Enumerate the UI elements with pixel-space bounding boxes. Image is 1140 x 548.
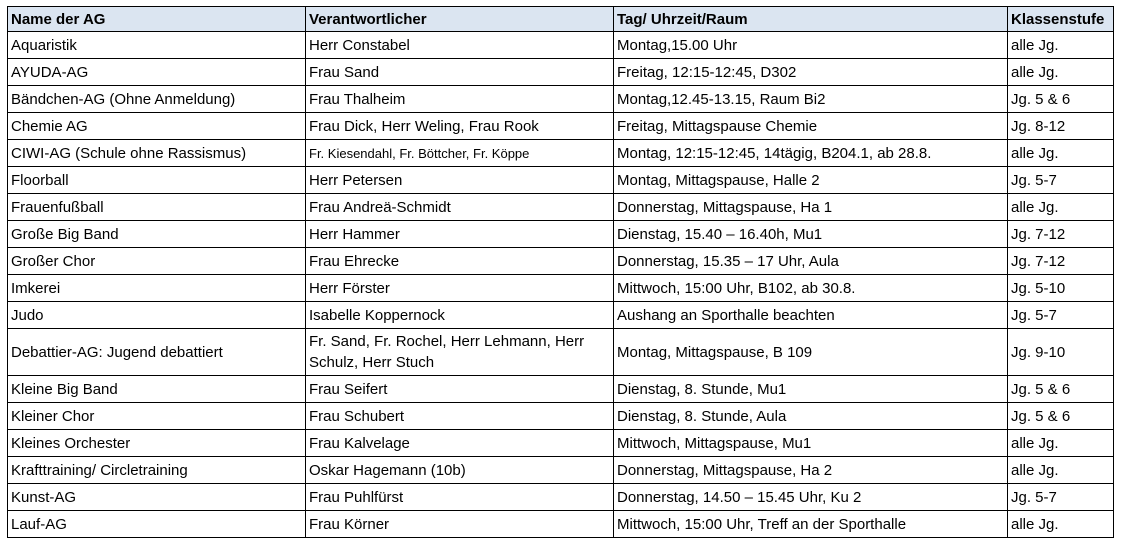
cell-schedule: Donnerstag, 15.35 – 17 Uhr, Aula bbox=[614, 248, 1008, 275]
cell-responsible: Herr Förster bbox=[306, 275, 614, 302]
cell-name: Chemie AG bbox=[8, 113, 306, 140]
cell-name: Imkerei bbox=[8, 275, 306, 302]
cell-responsible: Frau Thalheim bbox=[306, 86, 614, 113]
table-row bbox=[8, 140, 1114, 167]
cell-name: Krafttraining/ Circletraining bbox=[8, 457, 306, 484]
cell-responsible: Frau Sand bbox=[306, 59, 614, 86]
table-row bbox=[8, 167, 1114, 194]
cell-name: Kleine Big Band bbox=[8, 376, 306, 403]
cell-name: Kunst-AG bbox=[8, 484, 306, 511]
cell-grade: Jg. 7-12 bbox=[1008, 248, 1114, 275]
cell-schedule: Dienstag, 15.40 – 16.40h, Mu1 bbox=[614, 221, 1008, 248]
cell-grade: Jg. 5-7 bbox=[1008, 167, 1114, 194]
cell-responsible: Isabelle Koppernock bbox=[306, 302, 614, 329]
cell-responsible: Frau Andreä-Schmidt bbox=[306, 194, 614, 221]
cell-grade: Jg. 5-7 bbox=[1008, 302, 1114, 329]
cell-grade: alle Jg. bbox=[1008, 32, 1114, 59]
table-row bbox=[8, 113, 1114, 140]
cell-responsible: Frau Körner bbox=[306, 511, 614, 538]
header-name: Name der AG bbox=[8, 7, 306, 32]
cell-schedule: Mittwoch, 15:00 Uhr, B102, ab 30.8. bbox=[614, 275, 1008, 302]
cell-grade: Jg. 5-7 bbox=[1008, 484, 1114, 511]
table-row bbox=[8, 376, 1114, 403]
cell-schedule: Montag, Mittagspause, Halle 2 bbox=[614, 167, 1008, 194]
table-row bbox=[8, 484, 1114, 511]
cell-schedule: Dienstag, 8. Stunde, Mu1 bbox=[614, 376, 1008, 403]
cell-schedule: Donnerstag, Mittagspause, Ha 2 bbox=[614, 457, 1008, 484]
table-row bbox=[8, 275, 1114, 302]
cell-name: Kleines Orchester bbox=[8, 430, 306, 457]
cell-responsible: Frau Kalvelage bbox=[306, 430, 614, 457]
cell-schedule: Montag, Mittagspause, B 109 bbox=[614, 329, 1008, 376]
header-responsible: Verantwortlicher bbox=[306, 7, 614, 32]
cell-grade: Jg. 5 & 6 bbox=[1008, 376, 1114, 403]
cell-grade: alle Jg. bbox=[1008, 430, 1114, 457]
cell-schedule: Dienstag, 8. Stunde, Aula bbox=[614, 403, 1008, 430]
cell-responsible: Herr Petersen bbox=[306, 167, 614, 194]
cell-responsible: Herr Hammer bbox=[306, 221, 614, 248]
cell-schedule: Donnerstag, Mittagspause, Ha 1 bbox=[614, 194, 1008, 221]
cell-schedule: Montag,12.45-13.15, Raum Bi2 bbox=[614, 86, 1008, 113]
cell-name: Aquaristik bbox=[8, 32, 306, 59]
cell-responsible: Oskar Hagemann (10b) bbox=[306, 457, 614, 484]
cell-grade: alle Jg. bbox=[1008, 457, 1114, 484]
cell-name: Frauenfußball bbox=[8, 194, 306, 221]
cell-schedule: Mittwoch, 15:00 Uhr, Treff an der Sporthalle bbox=[614, 511, 1008, 538]
table-row bbox=[8, 430, 1114, 457]
cell-responsible: Frau Dick, Herr Weling, Frau Rook bbox=[306, 113, 614, 140]
cell-schedule: Freitag, 12:15-12:45, D302 bbox=[614, 59, 1008, 86]
cell-name: Bändchen-AG (Ohne Anmeldung) bbox=[8, 86, 306, 113]
cell-grade: Jg. 5-10 bbox=[1008, 275, 1114, 302]
cell-grade: alle Jg. bbox=[1008, 140, 1114, 167]
cell-name: Großer Chor bbox=[8, 248, 306, 275]
cell-responsible: Frau Seifert bbox=[306, 376, 614, 403]
cell-schedule: Montag, 12:15-12:45, 14tägig, B204.1, ab 28.8. bbox=[614, 140, 1008, 167]
cell-schedule: Aushang an Sporthalle beachten bbox=[614, 302, 1008, 329]
header-grade: Klassenstufe bbox=[1008, 7, 1114, 32]
cell-responsible: Frau Puhlfürst bbox=[306, 484, 614, 511]
cell-schedule: Montag,15.00 Uhr bbox=[614, 32, 1008, 59]
cell-responsible: Fr. Kiesendahl, Fr. Böttcher, Fr. Köppe bbox=[306, 140, 614, 167]
cell-schedule: Donnerstag, 14.50 – 15.45 Uhr, Ku 2 bbox=[614, 484, 1008, 511]
cell-responsible: Herr Constabel bbox=[306, 32, 614, 59]
table-row bbox=[8, 302, 1114, 329]
cell-name: Debattier-AG: Jugend debattiert bbox=[8, 329, 306, 376]
cell-grade: Jg. 5 & 6 bbox=[1008, 403, 1114, 430]
cell-grade: alle Jg. bbox=[1008, 59, 1114, 86]
cell-grade: alle Jg. bbox=[1008, 194, 1114, 221]
table-row bbox=[8, 86, 1114, 113]
table-row bbox=[8, 457, 1114, 484]
cell-grade: alle Jg. bbox=[1008, 511, 1114, 538]
ag-table bbox=[7, 6, 1114, 538]
table-row bbox=[8, 511, 1114, 538]
header-row bbox=[8, 7, 1114, 32]
cell-grade: Jg. 7-12 bbox=[1008, 221, 1114, 248]
cell-name: CIWI-AG (Schule ohne Rassismus) bbox=[8, 140, 306, 167]
table-row bbox=[8, 221, 1114, 248]
table-row bbox=[8, 248, 1114, 275]
cell-name: Kleiner Chor bbox=[8, 403, 306, 430]
cell-name: Floorball bbox=[8, 167, 306, 194]
table-row bbox=[8, 32, 1114, 59]
cell-grade: Jg. 9-10 bbox=[1008, 329, 1114, 376]
cell-responsible: Frau Schubert bbox=[306, 403, 614, 430]
cell-name: Judo bbox=[8, 302, 306, 329]
cell-responsible: Fr. Sand, Fr. Rochel, Herr Lehmann, Herr Schulz, Herr Stuch bbox=[306, 329, 614, 376]
cell-grade: Jg. 8-12 bbox=[1008, 113, 1114, 140]
cell-name: Lauf-AG bbox=[8, 511, 306, 538]
table-row bbox=[8, 329, 1114, 376]
table-body bbox=[8, 32, 1114, 538]
cell-schedule: Mittwoch, Mittagspause, Mu1 bbox=[614, 430, 1008, 457]
table-header bbox=[8, 7, 1114, 32]
header-schedule: Tag/ Uhrzeit/Raum bbox=[614, 7, 1008, 32]
table-row bbox=[8, 59, 1114, 86]
cell-responsible: Frau Ehrecke bbox=[306, 248, 614, 275]
table-row bbox=[8, 403, 1114, 430]
cell-name: AYUDA-AG bbox=[8, 59, 306, 86]
table-row bbox=[8, 194, 1114, 221]
cell-schedule: Freitag, Mittagspause Chemie bbox=[614, 113, 1008, 140]
cell-grade: Jg. 5 & 6 bbox=[1008, 86, 1114, 113]
cell-name: Große Big Band bbox=[8, 221, 306, 248]
